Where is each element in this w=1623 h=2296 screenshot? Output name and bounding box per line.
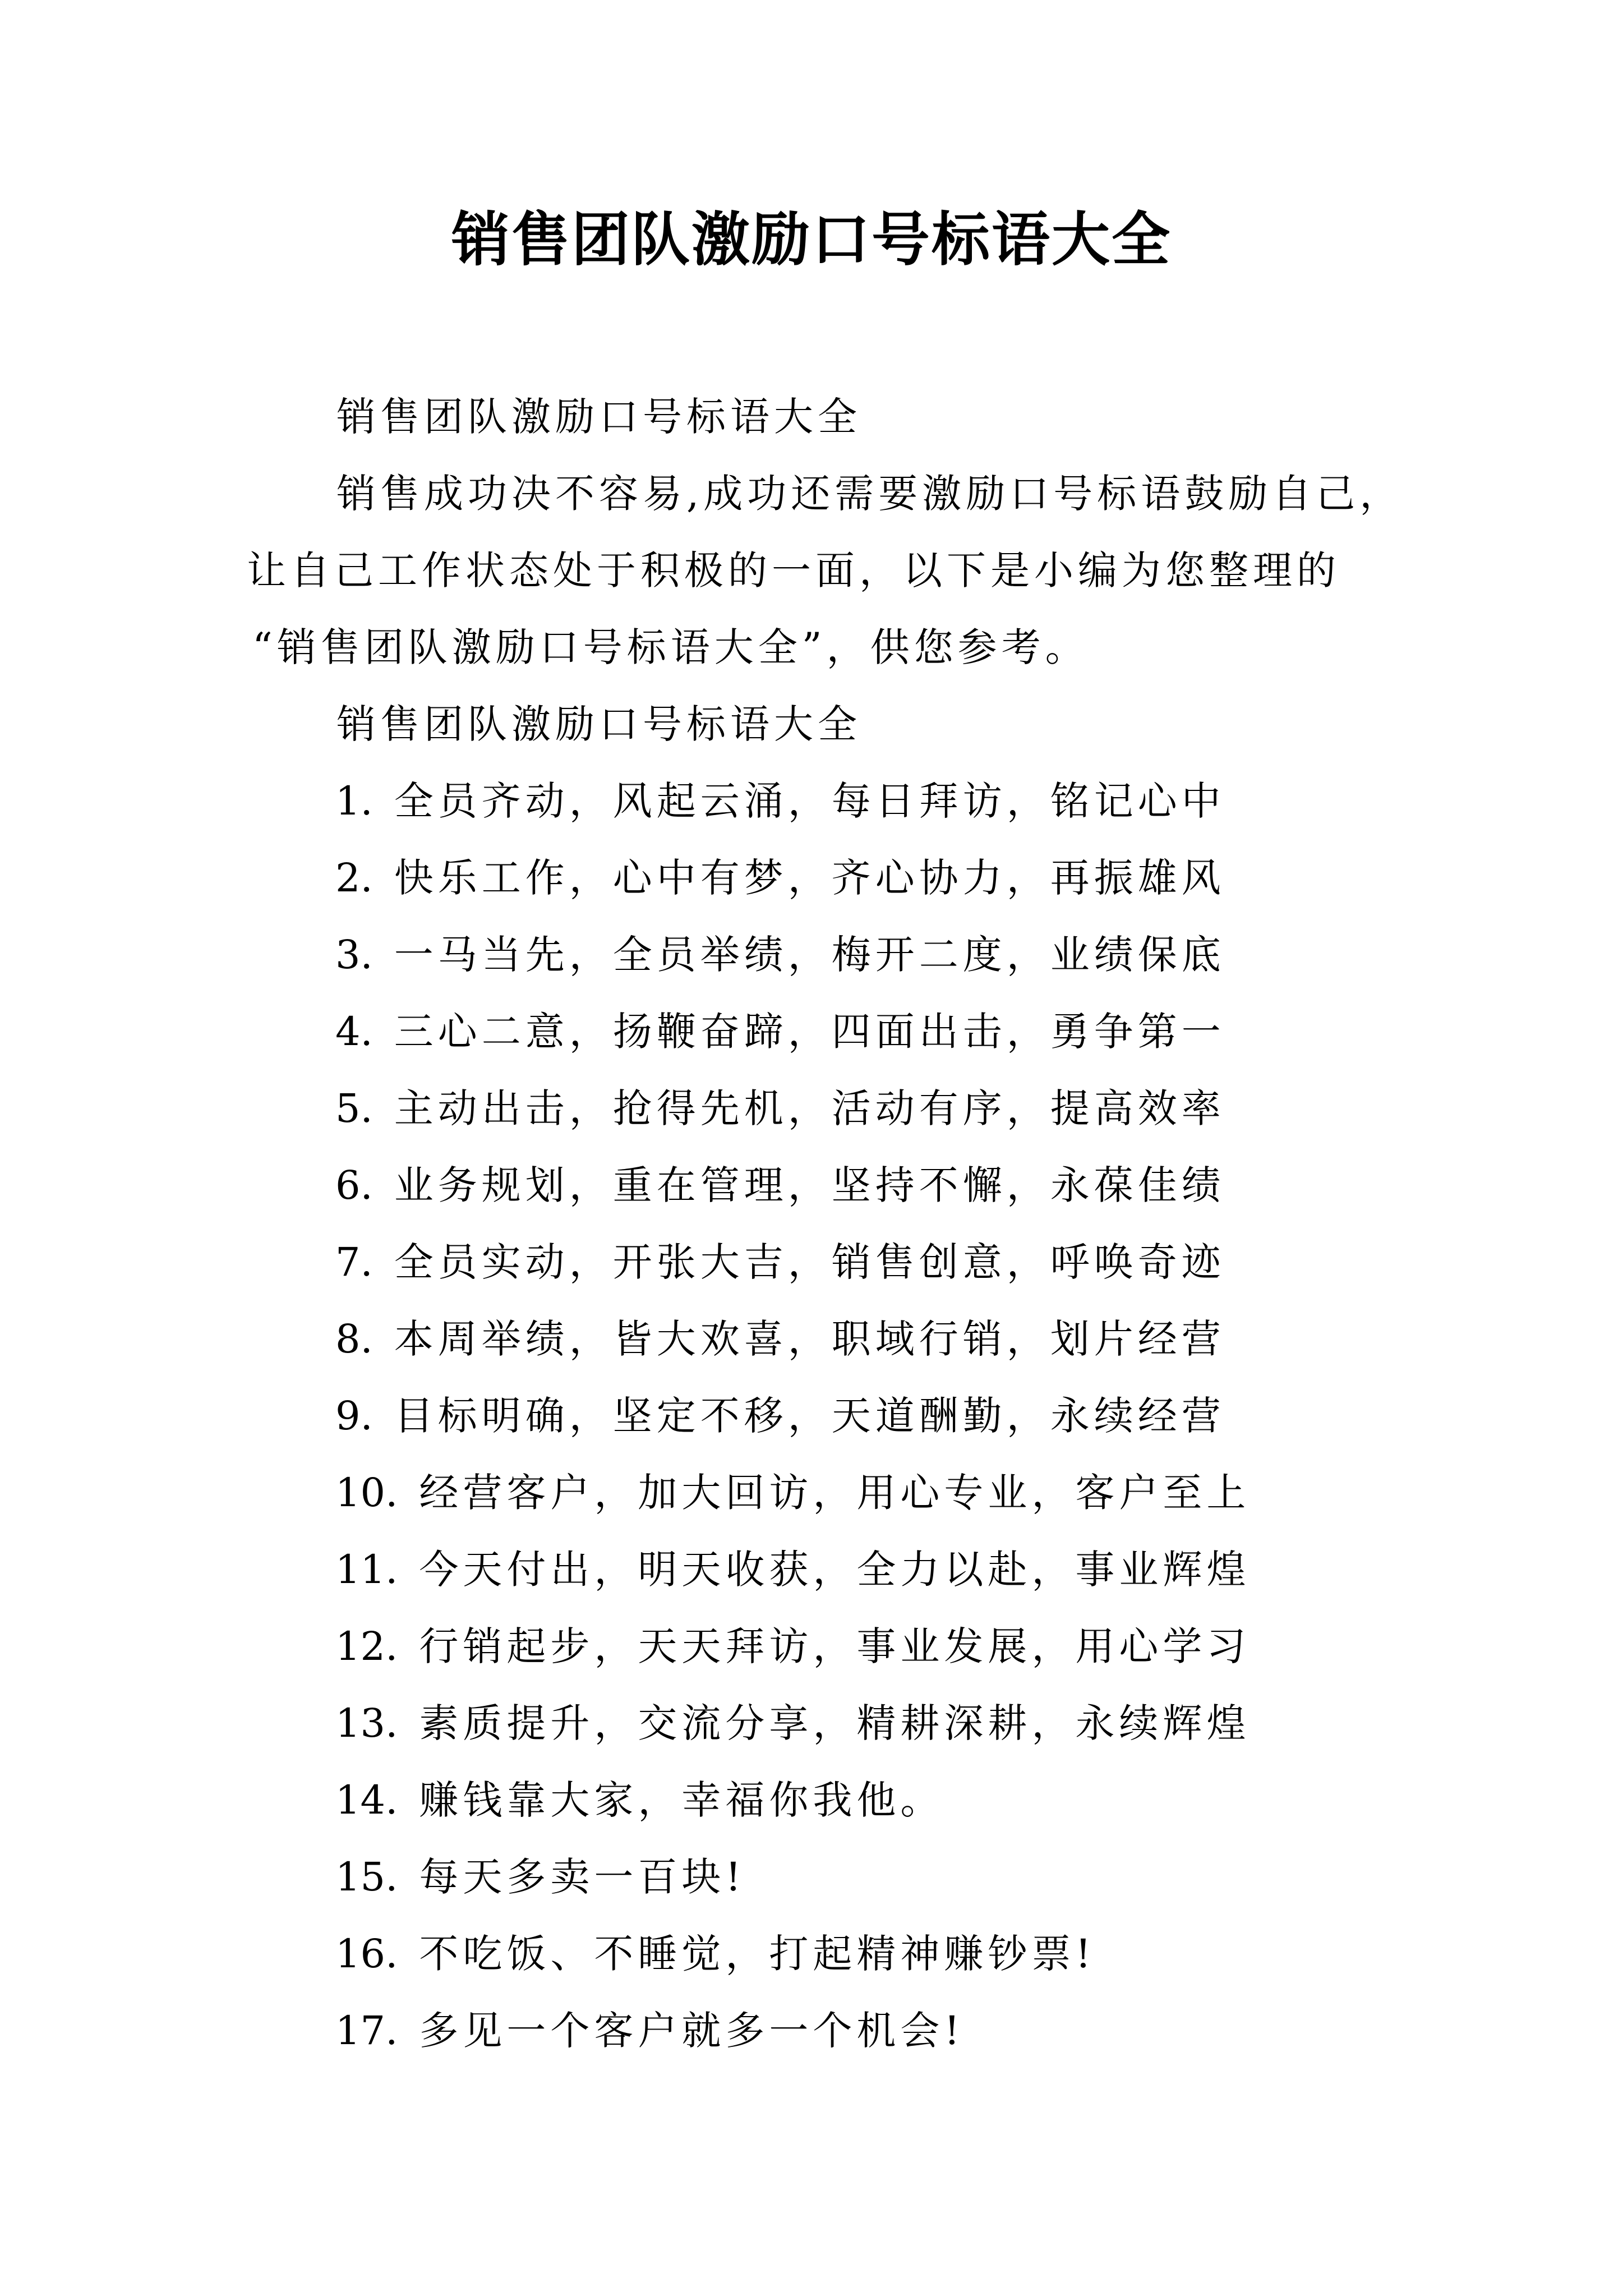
intro-paragraph: [247, 455, 1404, 686]
list-item: [335, 917, 1225, 993]
item-text: 不吃饭、不睡觉，打起精神赚钞票!: [419, 1931, 1096, 1977]
subtitle: 销售团队激励口号标语大全: [336, 394, 861, 440]
list-item: [335, 840, 1225, 917]
item-text: 赚钱靠大家，幸福你我他。: [419, 1777, 944, 1823]
item-text: 一马当先，全员举绩，梅开二度，业绩保底: [394, 932, 1225, 978]
list-item: [335, 1224, 1225, 1301]
document-title: 销售团队激励口号标语大全: [451, 205, 1172, 274]
list-item: [335, 1685, 1250, 1762]
list-item: [335, 1839, 745, 1916]
item-text: 主动出击，抢得先机，活动有序，提高效率: [394, 1085, 1225, 1131]
item-text: 本周举绩，皆大欢喜，职域行销，划片经营: [394, 1316, 1225, 1362]
item-text: 快乐工作，心中有梦，齐心协力，再振雄风: [394, 855, 1225, 901]
list-item: [335, 1301, 1225, 1378]
intro-line: “销售团队激励口号标语大全”，供您参考。: [252, 624, 1089, 670]
item-text: 目标明确，坚定不移，天道酬勤，永续经营: [394, 1393, 1225, 1439]
list-item: [335, 1378, 1225, 1455]
item-number: 4.: [335, 1009, 373, 1055]
item-text: 三心二意，扬鞭奋蹄，四面出击，勇争第一: [394, 1009, 1225, 1055]
item-number: 2.: [335, 855, 373, 901]
list-item: [335, 1762, 944, 1839]
item-number: 8.: [335, 1316, 373, 1362]
item-number: 16.: [335, 1931, 398, 1977]
item-number: 10.: [335, 1470, 398, 1516]
list-item: [335, 763, 1225, 840]
item-text: 素质提升，交流分享，精耕深耕，永续辉煌: [419, 1700, 1251, 1746]
item-number: 7.: [335, 1239, 373, 1285]
list-item: [335, 1070, 1225, 1147]
item-number: 14.: [335, 1777, 398, 1823]
item-text: 全员齐动，风起云涌，每日拜访，铭记心中: [394, 778, 1225, 824]
list-item: [335, 1531, 1250, 1608]
list-item: [335, 1916, 1095, 1993]
section-heading: 销售团队激励口号标语大全: [336, 701, 861, 747]
item-text: 多见一个客户就多一个机会!: [419, 2008, 965, 2054]
item-number: 3.: [335, 932, 373, 978]
intro-line: 销售成功决不容易,成功还需要激励口号标语鼓励自己，: [336, 471, 1404, 517]
item-number: 1.: [335, 778, 373, 824]
item-number: 17.: [335, 2008, 398, 2054]
list-item: [335, 993, 1225, 1070]
item-text: 行销起步，天天拜访，事业发展，用心学习: [419, 1623, 1251, 1669]
item-text: 经营客户，加大回访，用心专业，客户至上: [419, 1470, 1251, 1516]
item-number: 12.: [335, 1623, 398, 1669]
item-text: 今天付出，明天收获，全力以赴，事业辉煌: [419, 1547, 1251, 1593]
item-number: 6.: [335, 1162, 373, 1208]
list-item: [335, 1608, 1250, 1685]
intro-line: 让自己工作状态处于积极的一面，以下是小编为您整理的: [247, 547, 1340, 593]
item-number: 11.: [335, 1547, 398, 1593]
item-number: 5.: [335, 1085, 373, 1131]
item-number: 9.: [335, 1393, 373, 1439]
item-text: 业务规划，重在管理，坚持不懈，永葆佳绩: [394, 1162, 1225, 1208]
list-item: [335, 1455, 1250, 1531]
item-text: 每天多卖一百块!: [419, 1854, 746, 1900]
item-number: 13.: [335, 1700, 398, 1746]
item-text: 全员实动，开张大吉，销售创意，呼唤奇迹: [394, 1239, 1225, 1285]
list-item: [335, 1993, 964, 2069]
item-number: 15.: [335, 1854, 398, 1900]
list-item: [335, 1147, 1225, 1224]
